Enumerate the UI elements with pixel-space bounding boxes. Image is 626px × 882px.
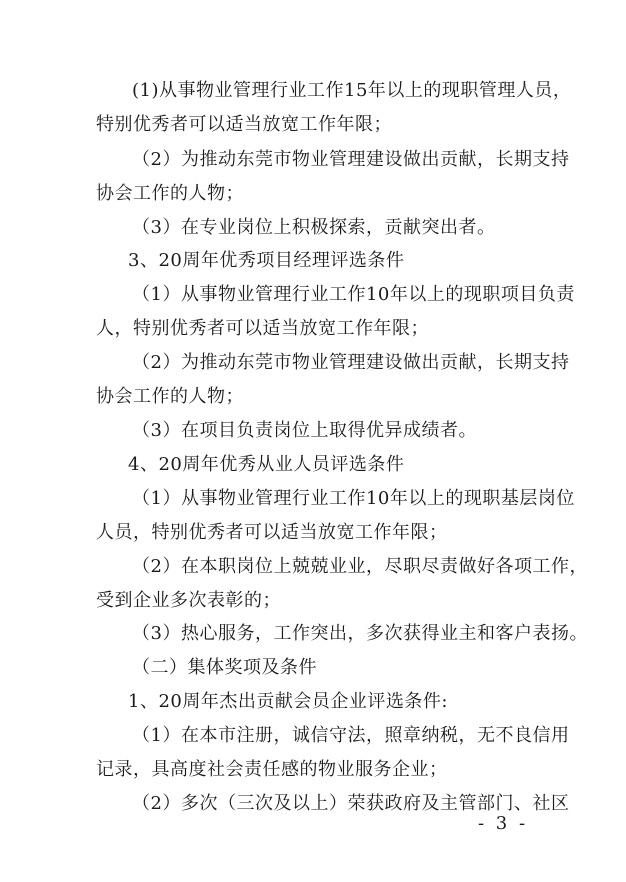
paragraph-line: （1）在本市注册，诚信守法，照章纳税，无不良信用	[132, 725, 570, 746]
paragraph-line: （2）为推动东莞市物业管理建设做出贡献，长期支持	[132, 352, 570, 373]
paragraph-line: (1)从事物业管理行业工作15年以上的现职管理人员，	[132, 80, 572, 101]
section-heading: 4、20周年优秀从业人员评选条件	[128, 454, 405, 475]
paragraph-line: （1）从事物业管理行业工作10年以上的现职项目负责	[132, 284, 575, 305]
page-number: - 3 -	[478, 813, 529, 834]
paragraph-line: （2）在本职岗位上兢兢业业，尽职尽责做好各项工作，	[132, 556, 588, 577]
paragraph-line: 特别优秀者可以适当放宽工作年限；	[96, 114, 392, 135]
section-heading: 3、20周年优秀项目经理评选条件	[128, 250, 405, 271]
paragraph-line: （2）为推动东莞市物业管理建设做出贡献，长期支持	[132, 149, 570, 170]
paragraph-line: （3）热心服务，工作突出，多次获得业主和客户表扬。	[132, 623, 588, 644]
paragraph-line: 人员，特别优秀者可以适当放宽工作年限；	[96, 522, 448, 543]
paragraph-line: （3）在专业岗位上积极探索，贡献突出者。	[132, 217, 496, 238]
section-heading: 1、20周年杰出贡献会员企业评选条件:	[128, 691, 448, 712]
paragraph-line: （1）从事物业管理行业工作10年以上的现职基层岗位	[132, 488, 575, 509]
paragraph-line: （3）在项目负责岗位上取得优异成绩者。	[132, 420, 477, 441]
section-heading: （二）集体奖项及条件	[132, 657, 317, 678]
paragraph-line: 人，特别优秀者可以适当放宽工作年限；	[96, 318, 429, 339]
paragraph-line: 协会工作的人物；	[96, 386, 244, 407]
paragraph-line: 协会工作的人物；	[96, 183, 244, 204]
paragraph-line: 受到企业多次表彰的；	[96, 590, 281, 611]
paragraph-line: 记录，具高度社会责任感的物业服务企业；	[96, 759, 448, 780]
paragraph-line: （2）多次（三次及以上）荣获政府及主管部门、社区	[132, 793, 570, 814]
